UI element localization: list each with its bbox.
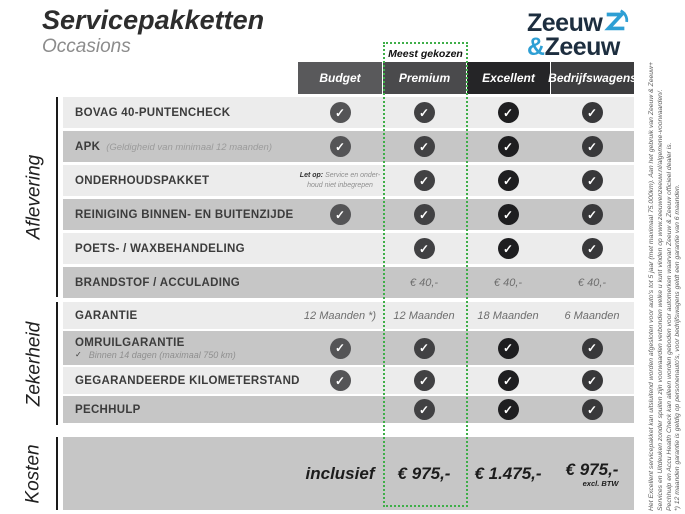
column-header-budget: Budget <box>298 62 382 94</box>
logo-word-2: Zeeuw <box>544 33 620 61</box>
cell-check <box>382 165 466 196</box>
cell-value-text: € 40,- <box>493 276 523 289</box>
footnote-legal <box>648 6 683 511</box>
rail-line <box>56 302 58 425</box>
cell-value-text: € 40,- <box>409 276 439 289</box>
cell-value <box>382 302 466 329</box>
row-label <box>63 396 298 423</box>
row-label <box>63 199 298 230</box>
page-title: Servicepakketten <box>42 5 265 35</box>
column-header-premium: Premium <box>382 62 466 94</box>
table-row <box>63 331 634 365</box>
check-icon: ✓ <box>414 204 435 225</box>
cell-value <box>550 302 634 329</box>
cell-check <box>298 131 382 162</box>
check-icon: ✓ <box>414 102 435 123</box>
row-label-text: GARANTIE <box>75 309 138 322</box>
check-icon: ✓ <box>582 370 603 391</box>
check-icon: ✓ <box>414 338 435 359</box>
section-label-aflevering: Aflevering <box>23 154 44 240</box>
check-icon: ✓ <box>498 338 519 359</box>
cell-check <box>382 331 466 365</box>
kosten-price-note: excl. BTW <box>582 478 619 488</box>
cell-value-text: 6 Maanden <box>564 309 620 322</box>
footnote-line: Pechhulp en Accu Health Check kan alleen worden geboden voor automerken waarvan Zeeuw & Zeeuw officieel dealer is. <box>665 142 673 511</box>
cell-check <box>298 331 382 365</box>
rail-zekerheid <box>14 302 54 425</box>
cell-check <box>550 199 634 230</box>
page-subtitle: Occasions <box>42 36 131 57</box>
cell-check <box>466 367 550 394</box>
cell-check <box>466 199 550 230</box>
cell-check <box>550 165 634 196</box>
check-icon: ✓ <box>330 102 351 123</box>
row-label <box>63 367 298 394</box>
check-icon: ✓ <box>498 136 519 157</box>
row-label-text: PECHHULP <box>75 403 141 416</box>
table-row <box>63 396 634 423</box>
cell-check <box>298 199 382 230</box>
cell-check <box>550 331 634 365</box>
cell-check <box>550 233 634 264</box>
cell-check <box>466 97 550 128</box>
row-label-text: POETS- / WAXBEHANDELING <box>75 242 245 255</box>
footnote-line: *) 12 maanden garantie is geldig op personenauto's, voor bedrijfswagens geldt een garantie van 6 maanden. <box>674 184 682 511</box>
check-icon: ✓ <box>498 102 519 123</box>
table-row <box>63 302 634 329</box>
cell-value-text: 12 Maanden *) <box>303 309 377 322</box>
kosten-value-premium <box>382 437 466 510</box>
cell-value <box>466 267 550 298</box>
zeeuw-en-zeeuw-logo <box>527 8 629 59</box>
cell-value <box>466 302 550 329</box>
check-icon: ✓ <box>582 338 603 359</box>
check-icon: ✓ <box>330 370 351 391</box>
row-label <box>63 331 298 365</box>
check-icon: ✓ <box>414 399 435 420</box>
footnote-line: Het Excellent servicepakket kan uitsluitend worden afgesloten voor auto's tot 5 jaar (met maximaal 75.000km). Aan het gebruik van Zeeuw & Zeeuw+ <box>648 62 655 511</box>
cell-check <box>382 367 466 394</box>
section-label-zekerheid: Zekerheid <box>23 321 44 406</box>
kosten-row <box>63 437 634 510</box>
check-icon: ✓ <box>498 370 519 391</box>
table-row <box>63 131 634 162</box>
cell-value <box>550 267 634 298</box>
check-icon: ✓ <box>582 136 603 157</box>
cell-check <box>466 165 550 196</box>
table-row <box>63 233 634 264</box>
cell-note <box>298 165 382 196</box>
check-icon: ✓ <box>330 136 351 157</box>
column-header-excellent: Excellent <box>466 62 550 94</box>
check-icon: ✓ <box>414 170 435 191</box>
kosten-price: € 1.475,- <box>474 463 542 483</box>
logo-word-1: Zeeuw <box>527 8 603 37</box>
title-block <box>42 5 264 58</box>
cell-check <box>382 97 466 128</box>
check-icon: ✓ <box>498 399 519 420</box>
row-sublabel: ✓ Binnen 14 dagen (maximaal 750 km) <box>75 349 236 360</box>
row-label <box>63 97 298 128</box>
cell-empty <box>298 396 382 423</box>
rail-aflevering <box>14 97 54 297</box>
kosten-price: € 975,- <box>397 463 451 483</box>
row-label-text: ONDERHOUDSPAKKET <box>75 174 210 187</box>
rail-line <box>56 437 58 510</box>
table-row <box>63 165 634 196</box>
cell-value-text: € 40,- <box>577 276 607 289</box>
cell-value <box>298 302 382 329</box>
section-label-kosten: Kosten <box>23 443 44 504</box>
row-label-text: BOVAG 40-PUNTENCHECK <box>75 106 231 119</box>
cell-empty <box>298 233 382 264</box>
row-label-text: GEGARANDEERDE KILOMETERSTAND <box>75 374 300 387</box>
row-label <box>63 302 298 329</box>
meest-gekozen-badge: Meest gekozen <box>388 47 463 60</box>
check-icon: ✓ <box>330 338 351 359</box>
cell-check <box>550 131 634 162</box>
cell-value-text: 18 Maanden <box>477 309 539 322</box>
row-label-text: REINIGING BINNEN- EN BUITENZIJDE <box>75 208 294 221</box>
table-row <box>63 97 634 128</box>
section-aflevering <box>63 97 634 301</box>
row-label <box>63 165 298 196</box>
check-icon: ✓ <box>582 204 603 225</box>
kosten-price: inclusief <box>305 463 375 483</box>
check-icon: ✓ <box>498 204 519 225</box>
row-label <box>63 267 298 298</box>
kosten-value-excellent <box>466 437 550 510</box>
section-zekerheid <box>63 302 634 425</box>
kosten-price: € 975,- <box>565 459 619 479</box>
check-icon: ✓ <box>414 238 435 259</box>
check-icon: ✓ <box>414 370 435 391</box>
cell-check <box>550 97 634 128</box>
row-label <box>63 233 298 264</box>
check-icon: ✓ <box>582 238 603 259</box>
row-label-text: OMRUILGARANTIE <box>75 336 185 349</box>
cell-check <box>466 131 550 162</box>
row-label <box>63 131 298 162</box>
cell-check <box>466 331 550 365</box>
logo-ampersand: & <box>527 33 545 61</box>
row-label-text: BRANDSTOF / ACCULADING <box>75 276 241 289</box>
footnote-line: Services en Uitdeuken zonder spuiten zijn voorwaarden verbonden welke u kunt vinden op www.zeeuwenzeeuw.nl/algemene-voorwaarden/. <box>656 89 664 511</box>
row-label-text: APK <box>75 140 101 153</box>
cell-check <box>550 367 634 394</box>
small-check-icon: ✓ <box>75 350 82 359</box>
cell-check <box>382 131 466 162</box>
rail-kosten <box>14 437 54 510</box>
check-icon: ✓ <box>582 170 603 191</box>
rail-line <box>56 97 58 297</box>
cell-value-text: 12 Maanden <box>393 309 455 322</box>
row-inline-note: (Geldigheid van minimaal 12 maanden) <box>106 141 273 153</box>
check-icon: ✓ <box>582 102 603 123</box>
column-headers <box>298 62 637 94</box>
kosten-spacer <box>63 437 298 510</box>
check-icon: ✓ <box>498 238 519 259</box>
cell-check <box>382 199 466 230</box>
table-row <box>63 199 634 230</box>
table-row <box>63 367 634 394</box>
cell-check <box>466 233 550 264</box>
check-icon: ✓ <box>330 204 351 225</box>
cell-empty <box>298 267 382 298</box>
cell-check <box>382 396 466 423</box>
check-icon: ✓ <box>498 170 519 191</box>
table-row <box>63 267 634 298</box>
cell-value <box>382 267 466 298</box>
kosten-value-budget <box>298 437 382 510</box>
check-icon: ✓ <box>582 399 603 420</box>
check-icon: ✓ <box>414 136 435 157</box>
cell-check <box>550 396 634 423</box>
cell-check <box>298 97 382 128</box>
cell-check <box>382 233 466 264</box>
column-header-bedrijfswagens: Bedrijfswagens <box>550 62 634 94</box>
cell-check <box>298 367 382 394</box>
cell-note-text: Let op: Service en onder- houd niet inbegrepen <box>299 172 381 189</box>
cell-check <box>466 396 550 423</box>
kosten-value-bedrijfswagens <box>550 437 634 510</box>
